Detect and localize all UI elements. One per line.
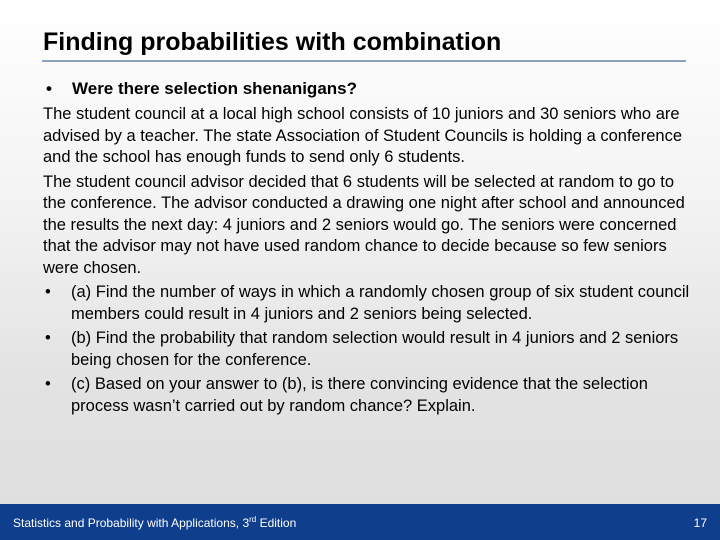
- footer-book-suffix: Edition: [256, 516, 297, 530]
- question-bullet: [46, 79, 357, 99]
- footer-bar: [0, 504, 720, 540]
- list-item-text: (c) Based on your answer to (b), is there convincing evidence that the selection process wasn’t carried out by random chance? Explain.: [71, 375, 648, 415]
- slide-body: [43, 104, 693, 417]
- page-number: 17: [693, 516, 707, 530]
- list-item-c: [43, 374, 693, 417]
- title-underline: [42, 60, 686, 62]
- paragraph-2: The student council advisor decided that 6 students will be selected at random to go to the conference. The advisor conducted a drawing one night after school and announced the results the next day: 4 juniors and 2 seniors would go. The seniors were concerned that the advisor may not have used random chance to decide because so few seniors were chosen.: [43, 172, 685, 277]
- bullet-marker: •: [45, 283, 51, 301]
- bullet-marker: •: [45, 375, 51, 393]
- bullet-marker: •: [45, 329, 51, 347]
- footer-book-sup: rd: [249, 515, 257, 524]
- footer-book-prefix: Statistics and Probability with Applications, 3: [13, 516, 250, 530]
- bullet-marker: •: [46, 79, 52, 98]
- paragraph-1: The student council at a local high school consists of 10 juniors and 30 seniors who are advised by a teacher. The state Association of Student Councils is holding a conference and the school has enough funds to send only 6 students.: [43, 105, 683, 166]
- question-text: Were there selection shenanigans?: [72, 79, 357, 98]
- slide-title: Finding probabilities with combination: [43, 28, 502, 56]
- list-item-text: (a) Find the number of ways in which a randomly chosen group of six student council members could result in 4 juniors and 2 seniors being selected.: [71, 283, 690, 323]
- footer-book-title: [13, 516, 296, 530]
- list-item-text: (b) Find the probability that random selection would result in 4 juniors and 2 seniors being chosen for the conference.: [71, 329, 679, 369]
- list-item-b: [43, 328, 693, 371]
- list-item-a: [43, 282, 693, 325]
